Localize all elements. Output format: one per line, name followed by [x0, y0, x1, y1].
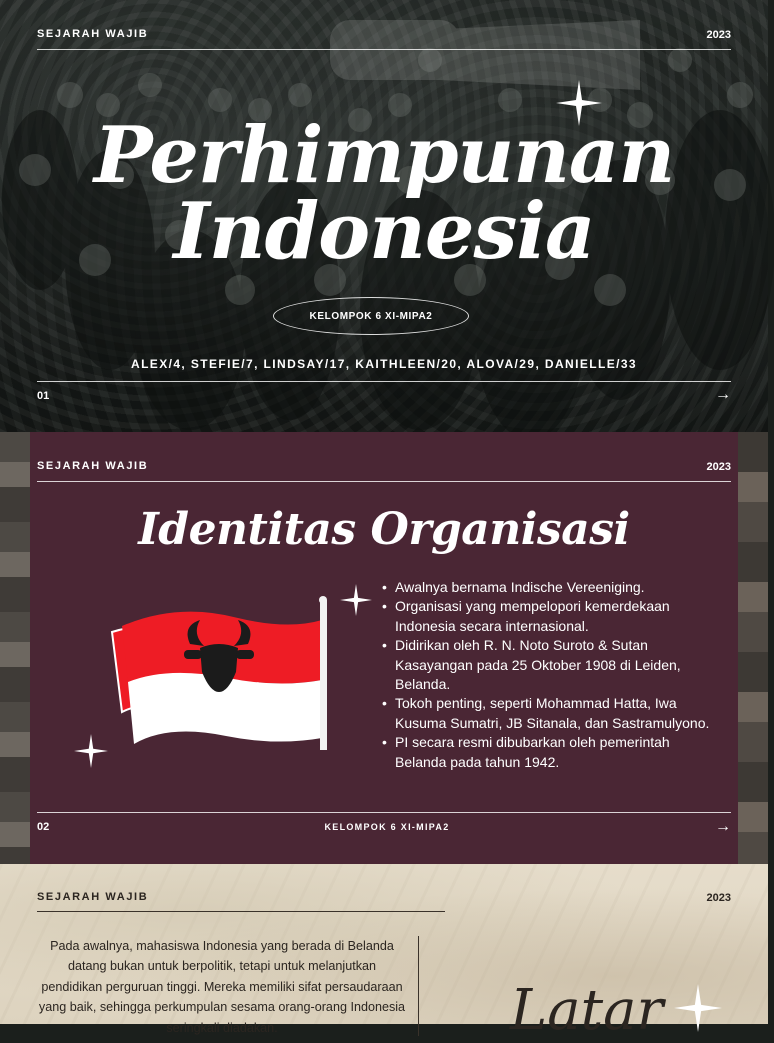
slide-identity: [0, 432, 768, 864]
list-item: • Organisasi yang mempelopori kemerdekaan Indonesia secara internasional.: [382, 597, 712, 636]
footer-divider: [37, 381, 731, 382]
title-line-1: Perhimpunan: [93, 110, 675, 201]
group-footer-label: KELOMPOK 6 XI-MIPA2: [324, 822, 450, 832]
course-label: SEJARAH WAJIB: [37, 460, 149, 472]
member-list: ALEX/4, STEFIE/7, LINDSAY/17, KAITHLEEN/20, ALOVA/29, DANIELLE/33: [131, 357, 637, 371]
background-paragraph: Pada awalnya, mahasiswa Indonesia yang berada di Belanda datang bukan untuk berpolitik, tetapi untuk melanjutkan pendidikan perguruan tinggi. Mereka memiliki sifat persaudaraan yang baik, sehingga perkumpulan sesama orang-orang Indonesia seringkali diadakan.: [38, 939, 406, 1035]
next-arrow-icon[interactable]: →: [715, 386, 731, 403]
group-badge: KELOMPOK 6 XI-MIPA2: [273, 297, 469, 335]
photo-edge-left: [0, 432, 30, 864]
course-label: SEJARAH WAJIB: [37, 28, 149, 40]
section-title: Identitas Organisasi: [138, 504, 630, 555]
list-item: • PI secara resmi dibubarkan oleh pemerintah Belanda pada tahun 1942.: [382, 733, 712, 772]
next-arrow-icon[interactable]: →: [715, 818, 731, 835]
page-title: [0, 110, 768, 277]
sparkle-icon: [340, 584, 372, 616]
slide-background: [0, 864, 768, 1043]
year-label: 2023: [706, 29, 731, 41]
header-divider: [37, 911, 445, 912]
sparkle-icon: [674, 984, 722, 1032]
page-number: 02: [37, 821, 50, 833]
year-label: 2023: [706, 461, 731, 473]
photo-edge-right: [738, 432, 768, 864]
list-item: • Awalnya bernama Indische Vereeniging.: [382, 578, 712, 597]
identity-points: [382, 578, 712, 772]
section-title: Latar: [510, 978, 664, 1043]
year-label: 2023: [706, 892, 731, 904]
header-divider: [37, 49, 731, 50]
list-item: • Tokoh penting, seperti Mohammad Hatta, Iwa Kusuma Sumatri, JB Sitanala, dan Sastramulyono.: [382, 694, 712, 733]
footer-divider: [37, 812, 731, 813]
flag-illustration: [108, 596, 338, 756]
header-divider: [37, 481, 731, 482]
slide-cover: [0, 0, 768, 432]
sparkle-icon: [74, 734, 108, 768]
course-label: SEJARAH WAJIB: [37, 891, 149, 903]
page-number: 01: [37, 390, 50, 402]
title-line-2: Indonesia: [173, 186, 595, 277]
list-item: • Didirikan oleh R. N. Noto Suroto & Sutan Kasayangan pada 25 Oktober 1908 di Leiden, Belanda.: [382, 636, 712, 694]
column-divider: [418, 936, 419, 1036]
